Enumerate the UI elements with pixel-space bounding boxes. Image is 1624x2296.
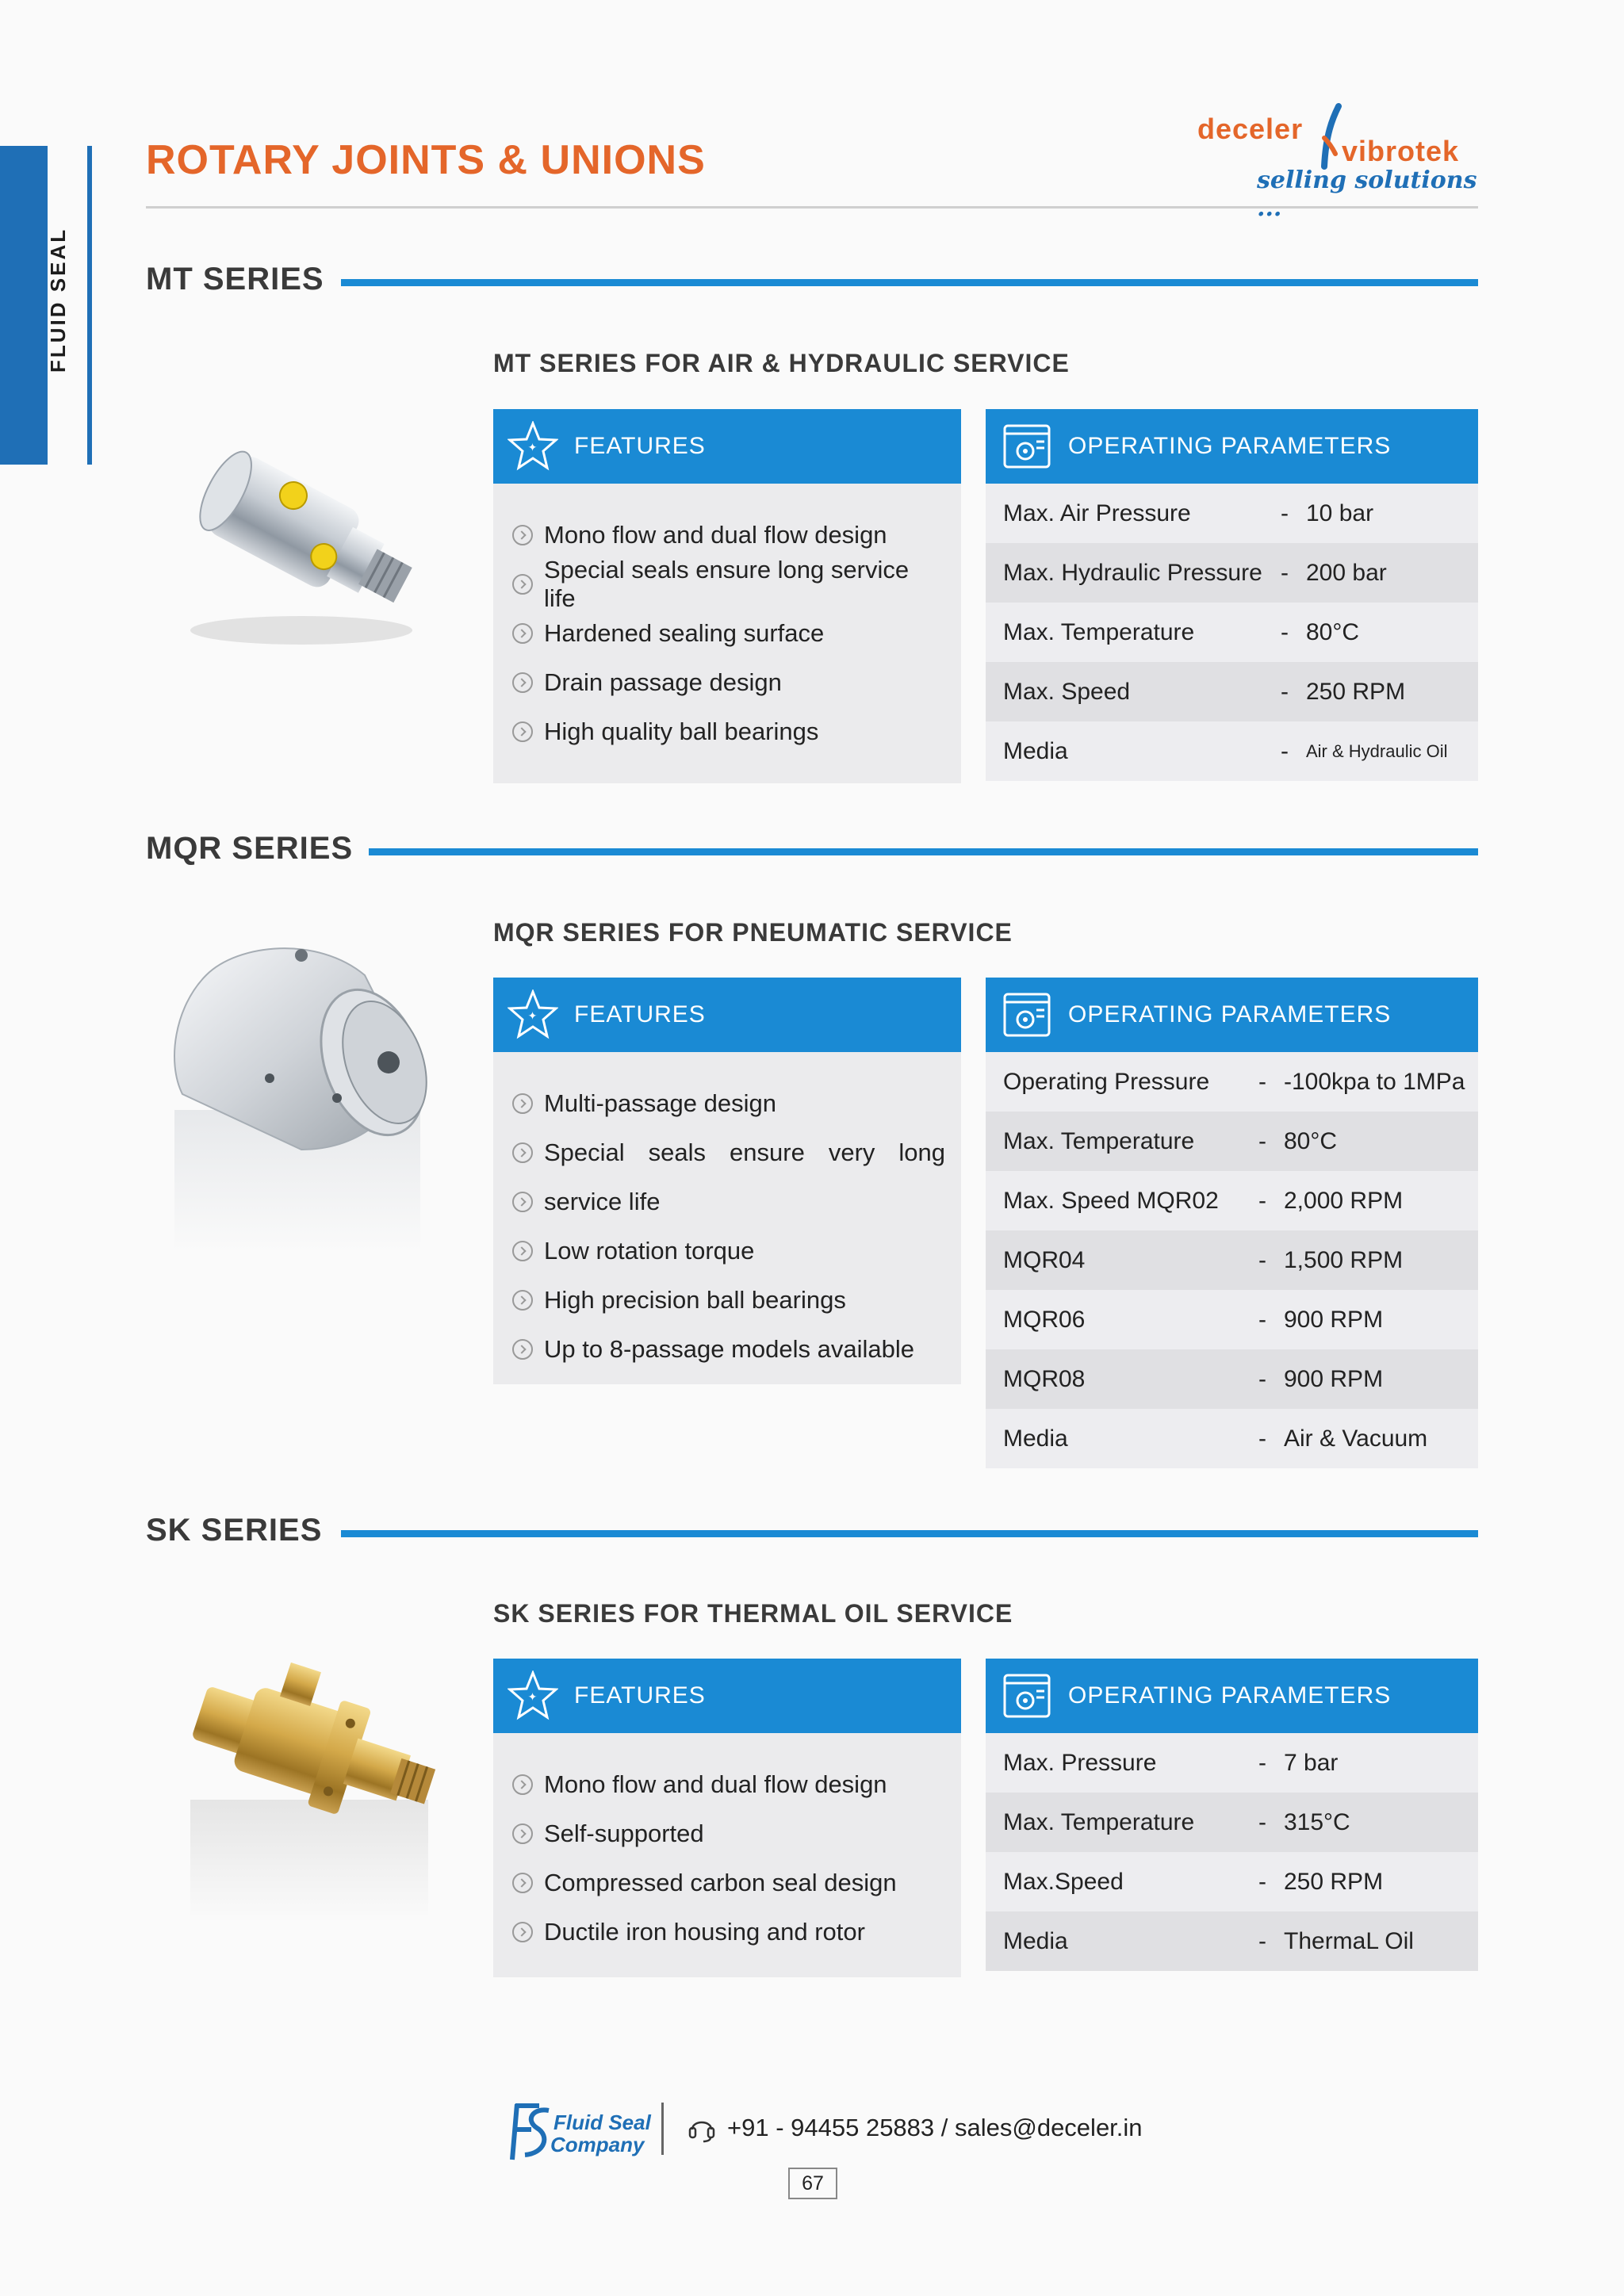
chevron-circle-icon	[512, 1142, 533, 1163]
table-row: Max. Temperature - 315°C	[986, 1793, 1478, 1852]
features-header	[493, 409, 961, 484]
list-item: High precision ball bearings	[512, 1276, 945, 1325]
list-item: Up to 8-passage models available	[512, 1325, 945, 1374]
table-row: Operating Pressure - -100kpa to 1MPa	[986, 1052, 1478, 1112]
params-header-label: OPERATING PARAMETERS	[1068, 433, 1392, 459]
params-header	[986, 1659, 1478, 1733]
table-row: Max. Speed MQR02 - 2,000 RPM	[986, 1171, 1478, 1230]
params-header	[986, 409, 1478, 484]
features-box-mt	[493, 409, 961, 783]
company-name-line1: Fluid Seal	[553, 2110, 651, 2134]
list-item: Low rotation torque	[512, 1226, 945, 1276]
series-subtitle-mqr: MQR SERIES FOR PNEUMATIC SERVICE	[493, 918, 1013, 947]
features-header-label: FEATURES	[574, 1001, 706, 1027]
features-box-sk	[493, 1659, 961, 1977]
chevron-circle-icon	[512, 1823, 533, 1844]
list-item: Compressed carbon seal design	[512, 1858, 945, 1908]
table-row: Max.Speed - 250 RPM	[986, 1852, 1478, 1911]
list-item: Hardened sealing surface	[512, 609, 945, 658]
series-rule-mt	[341, 279, 1478, 286]
list-item: Drain passage design	[512, 658, 945, 707]
page-title: ROTARY JOINTS & UNIONS	[146, 137, 706, 183]
list-item: Special seals ensure very long	[512, 1128, 945, 1177]
star-badge-icon	[508, 989, 558, 1040]
star-badge-icon	[508, 421, 558, 472]
params-header	[986, 978, 1478, 1052]
table-row: Max. Speed - 250 RPM	[986, 662, 1478, 721]
series-rule-mqr	[369, 848, 1478, 855]
chevron-circle-icon	[512, 1774, 533, 1795]
params-header-label: OPERATING PARAMETERS	[1068, 1682, 1392, 1709]
features-list	[493, 1733, 961, 1971]
chevron-circle-icon	[512, 623, 533, 644]
list-item: Ductile iron housing and rotor	[512, 1908, 945, 1957]
params-table	[986, 1052, 1478, 1468]
table-row: Media - ThermaL Oil	[986, 1911, 1478, 1971]
features-header	[493, 978, 961, 1052]
settings-window-icon	[1002, 421, 1052, 472]
series-rule-sk	[341, 1530, 1478, 1537]
params-table	[986, 484, 1478, 781]
series-heading-mt: MT SERIES	[146, 262, 324, 297]
table-row: Max. Temperature - 80°C	[986, 1112, 1478, 1171]
list-item: service life	[512, 1177, 945, 1226]
footer-divider	[661, 2103, 664, 2155]
deceler-vibrotek-logo	[1197, 103, 1483, 222]
params-box-mqr	[986, 978, 1478, 1468]
series-subtitle-mt: MT SERIES FOR AIR & HYDRAULIC SERVICE	[493, 349, 1070, 377]
chevron-circle-icon	[512, 1192, 533, 1212]
chevron-circle-icon	[512, 1339, 533, 1360]
table-row: Max. Hydraulic Pressure - 200 bar	[986, 543, 1478, 603]
series-heading-sk: SK SERIES	[146, 1513, 323, 1548]
mt-rotary-joint-image	[167, 412, 436, 650]
chevron-circle-icon	[512, 721, 533, 742]
star-badge-icon	[508, 1670, 558, 1721]
features-header-label: FEATURES	[574, 1682, 706, 1709]
list-item: High quality ball bearings	[512, 707, 945, 756]
chevron-circle-icon	[512, 525, 533, 545]
chevron-circle-icon	[512, 1290, 533, 1311]
table-row: Media - Air & Vacuum	[986, 1409, 1478, 1468]
features-header-label: FEATURES	[574, 433, 706, 459]
table-row: Max. Temperature - 80°C	[986, 603, 1478, 662]
chevron-circle-icon	[512, 574, 533, 595]
page-number: 67	[788, 2168, 837, 2199]
series-heading-mqr: MQR SERIES	[146, 831, 354, 866]
chevron-circle-icon	[512, 672, 533, 693]
features-list	[493, 1052, 961, 1388]
list-item: Mono flow and dual flow design	[512, 511, 945, 560]
side-accent-line	[87, 146, 92, 465]
fluid-seal-company-logo	[501, 2096, 660, 2168]
logo-tagline: selling solutions ...	[1257, 166, 1477, 222]
chevron-circle-icon	[512, 1922, 533, 1942]
table-row: Max. Pressure - 7 bar	[986, 1733, 1478, 1793]
params-box-sk	[986, 1659, 1478, 1971]
features-header	[493, 1659, 961, 1733]
logo-word-deceler: deceler	[1197, 113, 1304, 145]
features-list	[493, 484, 961, 771]
features-box-mqr	[493, 978, 961, 1384]
params-header-label: OPERATING PARAMETERS	[1068, 1001, 1392, 1027]
svg-text:✦: ✦	[527, 1691, 538, 1704]
headset-icon	[686, 2112, 718, 2144]
settings-window-icon	[1002, 1670, 1052, 1721]
chevron-circle-icon	[512, 1241, 533, 1261]
chevron-circle-icon	[512, 1093, 533, 1114]
table-row: MQR04 - 1,500 RPM	[986, 1230, 1478, 1290]
side-tab	[0, 146, 48, 465]
list-item: Multi-passage design	[512, 1079, 945, 1128]
company-name-line2: Company	[550, 2133, 645, 2156]
table-row: MQR06 - 900 RPM	[986, 1290, 1478, 1349]
svg-text:✦: ✦	[527, 442, 538, 454]
params-table	[986, 1733, 1478, 1971]
logo-word-vibrotek: vibrotek	[1342, 135, 1460, 167]
list-item: Special seals ensure long service life	[512, 560, 945, 609]
mqr-rotary-joint-image	[159, 928, 444, 1261]
svg-text:✦: ✦	[527, 1010, 538, 1023]
table-row: MQR08 - 900 RPM	[986, 1349, 1478, 1409]
contact-text: +91 - 94455 25883 / sales@deceler.in	[727, 2114, 1143, 2141]
fs-monogram-icon	[501, 2096, 660, 2168]
settings-window-icon	[1002, 989, 1052, 1040]
series-subtitle-sk: SK SERIES FOR THERMAL OIL SERVICE	[493, 1599, 1013, 1628]
chevron-circle-icon	[512, 1873, 533, 1893]
footer-contact	[686, 2112, 1143, 2144]
list-item: Self-supported	[512, 1809, 945, 1858]
table-row: Max. Air Pressure - 10 bar	[986, 484, 1478, 543]
side-tab-label: FLUID SEAL	[46, 227, 70, 373]
table-row: Media - Air & Hydraulic Oil	[986, 721, 1478, 781]
sk-rotary-joint-image	[159, 1625, 460, 1927]
list-item: Mono flow and dual flow design	[512, 1760, 945, 1809]
params-box-mt	[986, 409, 1478, 781]
